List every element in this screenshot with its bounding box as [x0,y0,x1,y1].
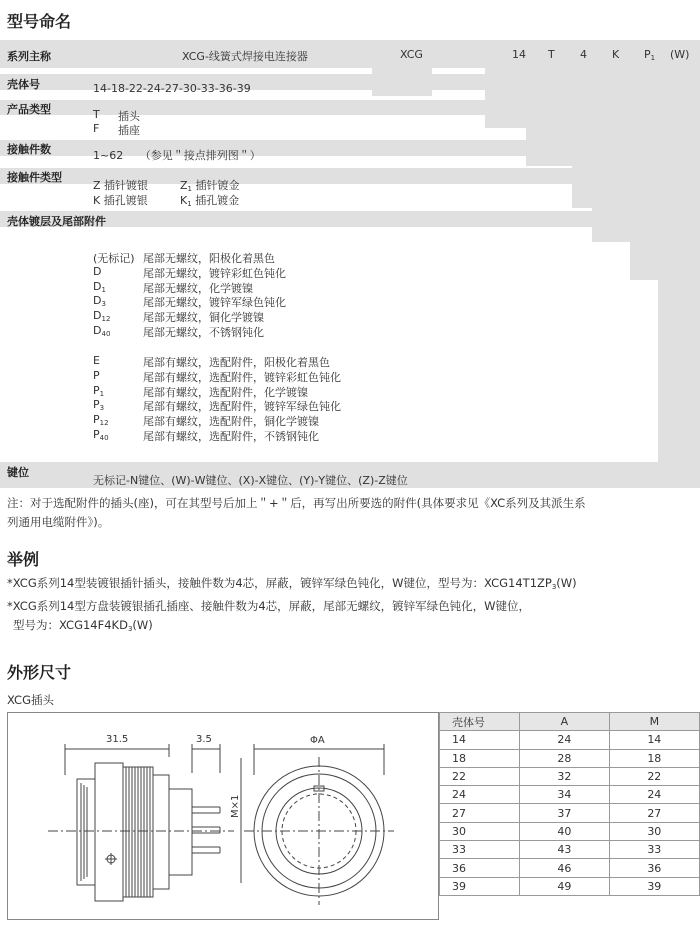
plating-group-2 [93,354,341,443]
table-row [440,877,700,895]
connector-drawing-frame [7,712,439,920]
connector-drawing [8,713,438,919]
table-cell: 22 [609,767,699,785]
contact-count-value: 1~62 （参见＂接点排列图＂） [93,149,261,162]
table-cell: 18 [609,749,699,767]
series-label: 系列主称 [7,50,51,63]
product-type-code-1: T [93,108,100,121]
example-line: *XCG系列14型装镀银插针插头，接触件数为4芯，屏蔽，镀锌军绿色钝化，W键位，型号为：$XCG14T1ZP_3(W)$ [7,576,577,591]
code-contacts: 4 [580,48,587,61]
table-row [440,767,700,785]
code-contact-type: K [612,48,620,61]
note-line: 注：对于选配附件的插头(座)，可在其型号后加上＂+＂后，再写出所要选的附件(具体要求见《XC系列及其派生系 [7,496,586,510]
table-row [440,749,700,767]
code-bar-key [658,40,700,470]
table-cell: 40 [520,822,609,840]
dim-length-pins: 3.5 [196,734,212,745]
table-cell: 22 [440,767,520,785]
product-type-name-2: 插座 [118,124,140,137]
dim-length-main: 31.5 [106,734,129,745]
plating-option: $D_1$ 尾部无螺纹，化学镀镍 [93,279,253,295]
band-contact-type [0,168,592,184]
table-header-m: M [609,713,699,731]
table-cell: 24 [440,786,520,804]
contact-type-row-1-alt: $Z_1$ 插针镀金 [180,179,240,193]
table-header-shell: 壳体号 [440,713,520,731]
series-value: XCG-线簧式焊接电连接器 [182,50,308,63]
plating-option: E 尾部有螺纹，选配附件，阳极化着黑色 [93,354,330,369]
table-cell: 39 [609,877,699,895]
band-series [0,40,700,68]
code-key: (W) [670,48,690,61]
band-shell [0,74,572,90]
section-title-examples: 举例 [7,550,40,569]
section-title-naming: 型号命名 [7,12,72,31]
section-title-dimensions: 外形尺寸 [7,663,72,682]
plating-label: 壳体镀层及尾部附件 [7,215,106,228]
plating-option: (无标记) 尾部无螺纹，阳极化着黑色 [93,252,275,265]
plating-option: $D_3$ 尾部无螺纹，镀锌军绿色钝化 [93,294,286,310]
table-header-row [440,713,700,731]
plating-option: $D_{40}$ 尾部无螺纹，不锈钢钝化 [93,323,264,339]
example-line: *XCG系列14型方盘装镀银插孔插座、接触件数为4芯，屏蔽，尾部无螺纹，镀锌军绿色钝化，W键位， [7,599,531,613]
contact-type-label: 接触件类型 [7,171,62,184]
code-series: XCG [400,48,423,61]
dimensions-subtitle: XCG插头 [7,693,54,707]
plating-option: D 尾部无螺纹，镀锌彩虹色钝化 [93,264,286,280]
table-cell: 14 [609,731,699,749]
table-cell: 49 [520,877,609,895]
note-line: 列通用电缆附件》)。 [7,515,110,529]
table-row [440,786,700,804]
dimensions-table [439,712,700,896]
plating-option: $P_3$ 尾部有螺纹，选配附件，镀锌军绿色钝化 [93,398,341,414]
table-cell: 30 [609,822,699,840]
table-cell: 34 [520,786,609,804]
table-row [440,841,700,859]
band-type [0,100,526,115]
table-cell: 33 [609,841,699,859]
example-line: 型号为：$XCG14F4KD_3(W)$ [13,618,153,633]
product-type-name-1: 插头 [118,110,140,123]
plating-option: $P_{12}$ 尾部有螺纹，选配附件，铜化学镀镍 [93,413,319,429]
table-cell: 27 [440,804,520,822]
table-row [440,731,700,749]
plating-option: $D_{12}$ 尾部无螺纹，铜化学镀镍 [93,309,264,325]
plating-option: $P_1$ 尾部有螺纹，选配附件，化学镀镍 [93,383,308,399]
table-cell: 24 [609,786,699,804]
table-cell: 27 [609,804,699,822]
table-cell: 30 [440,822,520,840]
table-cell: 18 [440,749,520,767]
table-cell: 33 [440,841,520,859]
plating-option: $P_{40}$ 尾部有螺纹，选配附件，不锈钢钝化 [93,427,319,443]
contact-type-row-2-alt: $K_1$ 插孔镀金 [180,194,240,208]
dim-thread: M×1 [230,794,241,818]
code-type: T [548,48,555,61]
table-cell: 24 [520,731,609,749]
key-value: 无标记-N键位、(W)-W键位、(X)-X键位、(Y)-Y键位、(Z)-Z键位 [93,474,408,487]
key-label: 键位 [7,466,29,479]
examples-body [7,574,577,639]
table-cell: 32 [520,767,609,785]
table-row [440,804,700,822]
contact-type-row-1: Z 插针镀银 [93,179,149,192]
table-cell: 37 [520,804,609,822]
product-type-label: 产品类型 [7,103,51,116]
product-type-code-2: F [93,122,100,135]
table-cell: 28 [520,749,609,767]
shell-label: 壳体号 [7,78,40,91]
table-header-a: A [520,713,609,731]
naming-note [7,494,586,532]
table-cell: 43 [520,841,609,859]
table-cell: 14 [440,731,520,749]
code-plating: $P_1$ [644,48,656,62]
table-cell: 39 [440,877,520,895]
band-contacts [0,140,572,156]
table-cell: 36 [609,859,699,877]
table-cell: 46 [520,859,609,877]
dim-diameter: ΦA [310,735,325,746]
contact-count-label: 接触件数 [7,143,51,156]
table-row [440,859,700,877]
plating-group-1 [93,250,286,339]
contact-type-row-2: K 插孔镀银 [93,194,148,207]
shell-value: 14-18-22-24-27-30-33-36-39 [93,82,251,95]
code-shell: 14 [512,48,526,61]
plating-option: P 尾部有螺纹，选配附件，镀锌彩虹色钝化 [93,368,341,384]
table-cell: 36 [440,859,520,877]
table-row [440,822,700,840]
